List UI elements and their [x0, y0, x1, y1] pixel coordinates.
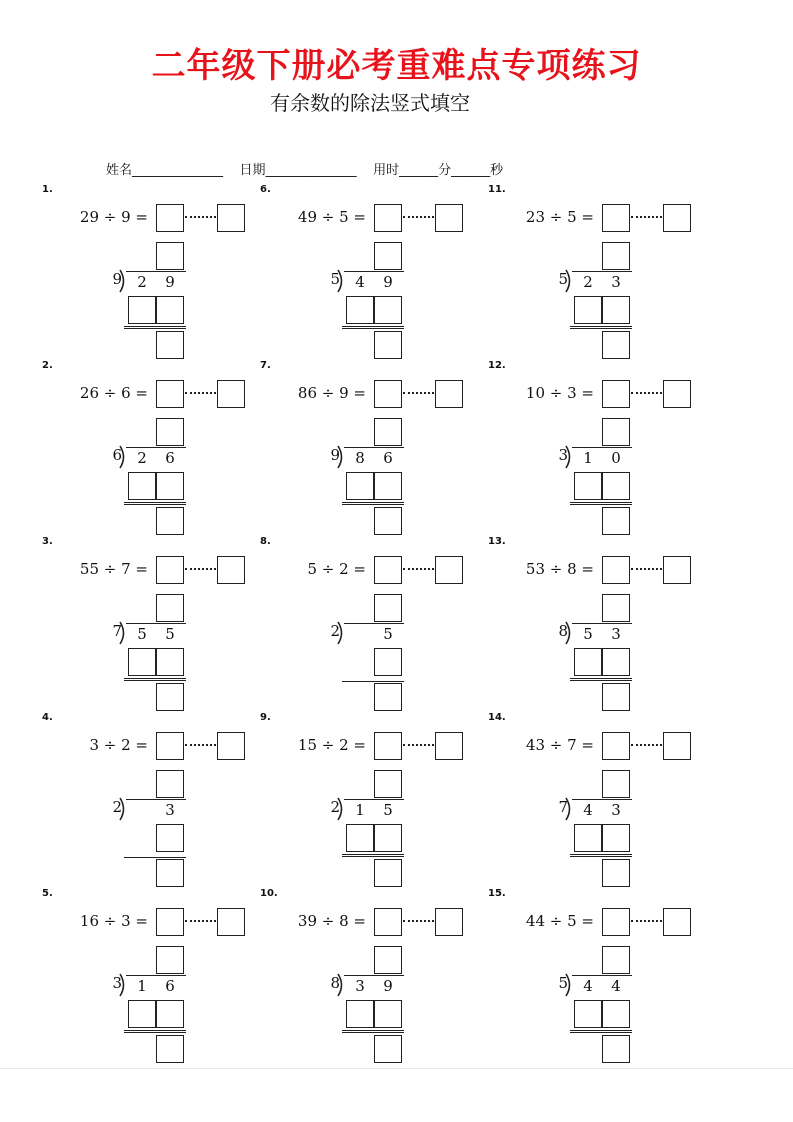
- quotient-answer-box[interactable]: [156, 908, 184, 936]
- remainder-dots: [185, 392, 216, 394]
- subtraction-line: [342, 681, 404, 682]
- vertical-divisor: 5: [558, 974, 568, 992]
- vertical-quotient-box[interactable]: [374, 242, 402, 270]
- remainder-dots: [403, 216, 434, 218]
- vertical-divisor: 8: [558, 622, 568, 640]
- problem-number: 11.: [488, 184, 506, 195]
- dividend-tens-digit: 1: [137, 977, 147, 995]
- minutes-blank: ______: [399, 163, 439, 178]
- vertical-remainder-box[interactable]: [602, 683, 630, 711]
- division-equation: 16 ÷ 3 =: [79, 912, 148, 930]
- problem-number: 8.: [260, 536, 271, 547]
- quotient-answer-box[interactable]: [602, 204, 630, 232]
- remainder-answer-box[interactable]: [663, 204, 691, 232]
- division-equation: 26 ÷ 6 =: [79, 384, 148, 402]
- date-label: 日期: [239, 163, 266, 178]
- subtraction-line: [342, 326, 404, 329]
- dividend-ones-digit: 3: [611, 625, 621, 643]
- seconds-label: 秒: [490, 163, 504, 178]
- dividend-ones-digit: 3: [165, 801, 175, 819]
- division-problem: [42, 184, 282, 359]
- division-equation: 23 ÷ 5 =: [525, 208, 594, 226]
- remainder-answer-box[interactable]: [435, 908, 463, 936]
- division-problem: [488, 184, 728, 359]
- dividend-ones-digit: 3: [611, 273, 621, 291]
- problem-number: 9.: [260, 712, 271, 723]
- problem-number: 4.: [42, 712, 53, 723]
- product-tens-box[interactable]: [574, 296, 602, 324]
- problem-number: 5.: [42, 888, 53, 899]
- remainder-dots: [631, 920, 662, 922]
- remainder-dots: [631, 216, 662, 218]
- dividend-ones-digit: 9: [165, 273, 175, 291]
- vertical-remainder-box[interactable]: [602, 507, 630, 535]
- division-equation: 43 ÷ 7 =: [525, 736, 594, 754]
- remainder-answer-box[interactable]: [217, 380, 245, 408]
- dividend-ones-digit: 5: [383, 801, 393, 819]
- vertical-divisor: 9: [330, 446, 340, 464]
- vertical-quotient-box[interactable]: [374, 770, 402, 798]
- quotient-answer-box[interactable]: [156, 380, 184, 408]
- division-problem: [488, 888, 728, 1063]
- subtraction-line: [570, 502, 632, 505]
- vertical-quotient-box[interactable]: [374, 946, 402, 974]
- problem-number: 1.: [42, 184, 53, 195]
- remainder-dots: [631, 744, 662, 746]
- remainder-dots: [185, 920, 216, 922]
- problem-number: 10.: [260, 888, 278, 899]
- vertical-quotient-box[interactable]: [602, 418, 630, 446]
- remainder-dots: [631, 568, 662, 570]
- subtraction-line: [342, 502, 404, 505]
- dividend-tens-digit: 2: [583, 273, 593, 291]
- dividend-tens-digit: 8: [355, 449, 365, 467]
- quotient-answer-box[interactable]: [374, 204, 402, 232]
- subtraction-line: [342, 854, 404, 857]
- subtraction-line: [124, 326, 186, 329]
- problem-number: 15.: [488, 888, 506, 899]
- dividend-ones-digit: 3: [611, 801, 621, 819]
- remainder-answer-box[interactable]: [663, 556, 691, 584]
- remainder-dots: [631, 392, 662, 394]
- division-equation: 5 ÷ 2 =: [307, 560, 366, 578]
- name-label: 姓名: [106, 163, 133, 178]
- vertical-remainder-box[interactable]: [156, 859, 184, 887]
- vertical-divisor: 7: [112, 622, 122, 640]
- vertical-quotient-box[interactable]: [156, 418, 184, 446]
- quotient-answer-box[interactable]: [602, 732, 630, 760]
- product-ones-box[interactable]: [156, 648, 184, 676]
- quotient-answer-box[interactable]: [374, 908, 402, 936]
- dividend-tens-digit: 1: [355, 801, 365, 819]
- quotient-answer-box[interactable]: [374, 556, 402, 584]
- product-tens-box[interactable]: [128, 296, 156, 324]
- division-problem: [42, 888, 282, 1063]
- quotient-answer-box[interactable]: [602, 556, 630, 584]
- division-problem: [260, 536, 500, 711]
- problem-number: 2.: [42, 360, 53, 371]
- dividend-ones-digit: 9: [383, 977, 393, 995]
- division-equation: 49 ÷ 5 =: [297, 208, 366, 226]
- dividend-ones-digit: 6: [165, 449, 175, 467]
- vertical-divisor: 9: [112, 270, 122, 288]
- remainder-dots: [403, 920, 434, 922]
- dividend-tens-digit: 5: [137, 625, 147, 643]
- vertical-remainder-box[interactable]: [602, 859, 630, 887]
- dividend-tens-digit: 3: [355, 977, 365, 995]
- dividend-tens-digit: 2: [137, 449, 147, 467]
- vertical-divisor: 5: [558, 270, 568, 288]
- problem-number: 12.: [488, 360, 506, 371]
- minutes-label: 分: [438, 163, 452, 178]
- vertical-quotient-box[interactable]: [602, 770, 630, 798]
- vertical-quotient-box[interactable]: [374, 418, 402, 446]
- division-equation: 86 ÷ 9 =: [297, 384, 366, 402]
- product-ones-box[interactable]: [602, 824, 630, 852]
- dividend-tens-digit: 4: [583, 977, 593, 995]
- product-ones-box[interactable]: [156, 824, 184, 852]
- vertical-remainder-box[interactable]: [602, 1035, 630, 1063]
- vertical-quotient-box[interactable]: [602, 594, 630, 622]
- subtraction-line: [570, 1030, 632, 1033]
- remainder-answer-box[interactable]: [217, 908, 245, 936]
- dividend-ones-digit: 6: [383, 449, 393, 467]
- remainder-answer-box[interactable]: [435, 204, 463, 232]
- remainder-dots: [185, 568, 216, 570]
- vertical-remainder-box[interactable]: [374, 683, 402, 711]
- product-ones-box[interactable]: [156, 296, 184, 324]
- division-problem: [260, 184, 500, 359]
- quotient-answer-box[interactable]: [156, 556, 184, 584]
- vertical-quotient-box[interactable]: [374, 594, 402, 622]
- vertical-divisor: 3: [558, 446, 568, 464]
- product-ones-box[interactable]: [374, 824, 402, 852]
- product-ones-box[interactable]: [374, 1000, 402, 1028]
- product-tens-box[interactable]: [574, 824, 602, 852]
- vertical-quotient-box[interactable]: [156, 594, 184, 622]
- division-problem: [42, 536, 282, 711]
- quotient-answer-box[interactable]: [156, 204, 184, 232]
- quotient-answer-box[interactable]: [374, 732, 402, 760]
- problem-number: 14.: [488, 712, 506, 723]
- remainder-dots: [403, 392, 434, 394]
- dividend-tens-digit: 4: [355, 273, 365, 291]
- quotient-answer-box[interactable]: [374, 380, 402, 408]
- product-tens-box[interactable]: [346, 824, 374, 852]
- student-info-line: [106, 162, 503, 180]
- division-problem: [42, 360, 282, 535]
- remainder-answer-box[interactable]: [435, 380, 463, 408]
- subtraction-line: [124, 678, 186, 681]
- vertical-remainder-box[interactable]: [374, 859, 402, 887]
- problem-number: 7.: [260, 360, 271, 371]
- vertical-remainder-box[interactable]: [374, 507, 402, 535]
- vertical-divisor: 2: [112, 798, 122, 816]
- division-problem: [42, 712, 282, 887]
- division-equation: 10 ÷ 3 =: [525, 384, 594, 402]
- subtraction-line: [124, 1030, 186, 1033]
- vertical-divisor: 7: [558, 798, 568, 816]
- subtraction-line: [124, 502, 186, 505]
- division-problem: [488, 712, 728, 887]
- dividend-ones-digit: 5: [165, 625, 175, 643]
- name-blank: ______________: [132, 163, 224, 178]
- remainder-answer-box[interactable]: [663, 380, 691, 408]
- quotient-answer-box[interactable]: [156, 732, 184, 760]
- remainder-dots: [403, 568, 434, 570]
- dividend-tens-digit: 1: [583, 449, 593, 467]
- vertical-divisor: 6: [112, 446, 122, 464]
- product-ones-box[interactable]: [374, 296, 402, 324]
- quotient-answer-box[interactable]: [602, 380, 630, 408]
- division-equation: 55 ÷ 7 =: [79, 560, 148, 578]
- remainder-answer-box[interactable]: [663, 732, 691, 760]
- vertical-remainder-box[interactable]: [156, 331, 184, 359]
- product-ones-box[interactable]: [602, 296, 630, 324]
- vertical-remainder-box[interactable]: [374, 1035, 402, 1063]
- vertical-remainder-box[interactable]: [602, 331, 630, 359]
- remainder-dots: [185, 744, 216, 746]
- vertical-remainder-box[interactable]: [374, 331, 402, 359]
- dividend-ones-digit: 4: [611, 977, 621, 995]
- worksheet-subtitle: 有余数的除法竖式填空: [270, 91, 470, 115]
- dividend-ones-digit: 6: [165, 977, 175, 995]
- subtraction-line: [342, 1030, 404, 1033]
- product-tens-box[interactable]: [128, 648, 156, 676]
- product-ones-box[interactable]: [374, 648, 402, 676]
- product-tens-box[interactable]: [128, 472, 156, 500]
- time-label: 用时: [373, 163, 400, 178]
- division-problem: [260, 888, 500, 1063]
- dividend-tens-digit: 2: [137, 273, 147, 291]
- worksheet-title: 二年级下册必考重难点专项练习: [151, 46, 642, 86]
- vertical-divisor: 2: [330, 622, 340, 640]
- remainder-dots: [185, 216, 216, 218]
- dividend-ones-digit: 0: [611, 449, 621, 467]
- product-tens-box[interactable]: [574, 1000, 602, 1028]
- division-problem: [488, 360, 728, 535]
- vertical-quotient-box[interactable]: [602, 946, 630, 974]
- product-tens-box[interactable]: [346, 296, 374, 324]
- subtraction-line: [570, 678, 632, 681]
- vertical-quotient-box[interactable]: [602, 242, 630, 270]
- remainder-answer-box[interactable]: [663, 908, 691, 936]
- product-ones-box[interactable]: [602, 648, 630, 676]
- quotient-answer-box[interactable]: [602, 908, 630, 936]
- product-ones-box[interactable]: [374, 472, 402, 500]
- dividend-ones-digit: 9: [383, 273, 393, 291]
- page-bottom-divider: [0, 1068, 793, 1069]
- vertical-remainder-box[interactable]: [156, 1035, 184, 1063]
- dividend-tens-digit: 5: [583, 625, 593, 643]
- product-ones-box[interactable]: [156, 472, 184, 500]
- vertical-remainder-box[interactable]: [156, 683, 184, 711]
- subtraction-line: [570, 326, 632, 329]
- vertical-remainder-box[interactable]: [156, 507, 184, 535]
- division-problem: [260, 712, 500, 887]
- vertical-divisor: 8: [330, 974, 340, 992]
- remainder-dots: [403, 744, 434, 746]
- dividend-tens-digit: 4: [583, 801, 593, 819]
- division-equation: 15 ÷ 2 =: [297, 736, 366, 754]
- remainder-answer-box[interactable]: [217, 556, 245, 584]
- remainder-answer-box[interactable]: [217, 732, 245, 760]
- vertical-quotient-box[interactable]: [156, 946, 184, 974]
- subtraction-line: [124, 857, 186, 858]
- vertical-divisor: 2: [330, 798, 340, 816]
- product-ones-box[interactable]: [602, 472, 630, 500]
- product-ones-box[interactable]: [602, 1000, 630, 1028]
- vertical-divisor: 3: [112, 974, 122, 992]
- division-equation: 3 ÷ 2 =: [89, 736, 148, 754]
- product-tens-box[interactable]: [574, 648, 602, 676]
- remainder-answer-box[interactable]: [435, 732, 463, 760]
- vertical-divisor: 5: [330, 270, 340, 288]
- dividend-ones-digit: 5: [383, 625, 393, 643]
- seconds-blank: ______: [451, 163, 491, 178]
- subtraction-line: [570, 854, 632, 857]
- division-problem: [260, 360, 500, 535]
- remainder-answer-box[interactable]: [217, 204, 245, 232]
- product-tens-box[interactable]: [346, 1000, 374, 1028]
- division-equation: 29 ÷ 9 =: [79, 208, 148, 226]
- product-ones-box[interactable]: [156, 1000, 184, 1028]
- division-equation: 53 ÷ 8 =: [525, 560, 594, 578]
- product-tens-box[interactable]: [128, 1000, 156, 1028]
- division-equation: 39 ÷ 8 =: [297, 912, 366, 930]
- vertical-quotient-box[interactable]: [156, 242, 184, 270]
- problem-number: 3.: [42, 536, 53, 547]
- product-tens-box[interactable]: [574, 472, 602, 500]
- problem-number: 6.: [260, 184, 271, 195]
- problem-number: 13.: [488, 536, 506, 547]
- division-equation: 44 ÷ 5 =: [525, 912, 594, 930]
- date-blank: ______________: [265, 163, 357, 178]
- product-tens-box[interactable]: [346, 472, 374, 500]
- vertical-quotient-box[interactable]: [156, 770, 184, 798]
- division-problem: [488, 536, 728, 711]
- remainder-answer-box[interactable]: [435, 556, 463, 584]
